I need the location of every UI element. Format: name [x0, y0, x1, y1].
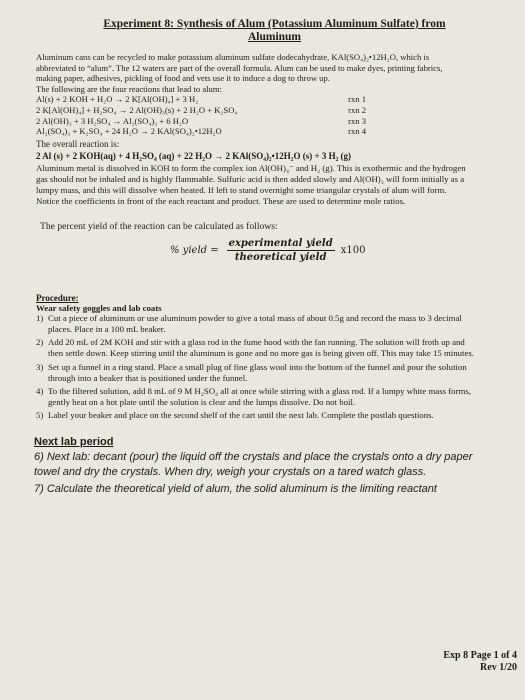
footer-revision: Rev 1/20	[480, 662, 517, 673]
overall-reaction-equation: 2 Al (s) + 2 KOH(aq) + 4 H₂SO₄ (aq) + 22 H₂O → 2 KAl(SO₄)₂•12H₂O (s) + 3 H₂ (g)	[36, 150, 352, 161]
step-number: 5)	[36, 410, 44, 421]
percent-yield-formula	[170, 238, 507, 263]
reaction-equation: 2 K[Al(OH)₄] + H₂SO₄ → 2 Al(OH)₃(s) + 2 H₂O + K₂SO₄	[36, 104, 238, 115]
reactions-intro: The following are the four reactions that lead to alum:	[36, 83, 222, 94]
step-number: 4)	[36, 385, 44, 396]
reaction-3	[36, 116, 366, 127]
formula-fraction	[227, 238, 335, 263]
intro-paragraph: Aluminum cans can be recycled to make potassium aluminum sulfate dodecahydrate, KAl(SO₄)₂•12H₂O, which is abbreviated to “alum”. The 12 waters are part of the overall formula. Alum can be used to make dyes, printing fabrics, making paper, adhesives, pickling of food and vets use it to induce a dog to throw up.	[36, 52, 443, 84]
percent-yield-intro: The percent yield of the reaction can be calculated as follows:	[40, 220, 278, 232]
page-footer	[443, 650, 517, 674]
step-text: Add 20 mL of 2M KOH and stir with a glass rod in the fume hood with the fan running. The solution will froth up and then settle down. Keep stirring until the aluminum is gone and no more gas is being given off. This may take 15 minutes.	[48, 337, 475, 359]
reaction-equation: Al₂(SO₄)₃ + K₂SO₄ + 24 H₂O → 2 KAl(SO₄)₂•12H₂O	[36, 126, 222, 137]
reaction-label: rxn 2	[348, 104, 366, 115]
reaction-4	[36, 126, 366, 137]
title-line-1: Experiment 8: Synthesis of Alum (Potassium Aluminum Sulfate) from	[103, 18, 446, 30]
procedure-step	[36, 386, 482, 408]
procedure-steps	[36, 313, 482, 422]
formula-denominator: theoretical yield	[234, 251, 327, 263]
step-text: To the filtered solution, add 8 mL of 9 M H₂SO₄ all at once while stirring with a glass rod. If a lumpy white mass forms, gently heat on a hot plate until the solution is clear and the lumps dissolve. Do not boil.	[48, 385, 471, 408]
footer-page-number: Exp 8 Page 1 of 4	[443, 650, 517, 661]
reaction-equation: 2 Al(OH)₃ + 3 H₂SO₄ → Al₂(SO₄)₃ + 6 H₂O	[36, 115, 189, 126]
step-number: 2)	[36, 337, 44, 348]
procedure-step	[36, 410, 482, 421]
step-text: Cut a piece of aluminum or use aluminum powder to give a total mass of about 0.5g and record the mass to 3 decimal places. Place in a 100 mL beaker.	[48, 312, 462, 334]
reaction-equation: Al(s) + 2 KOH + H₂O → 2 K[Al(OH)₄] + 3 H₂	[36, 94, 199, 105]
title-line-2: Aluminum	[247, 31, 302, 43]
step-text: Set up a funnel in a ring stand. Place a small plug of fine glass wool into the bottom of the funnel and pour the solution through into a beaker that is positioned under the funnel.	[48, 361, 467, 383]
procedure-heading: Procedure:	[36, 292, 79, 303]
reaction-1	[36, 94, 366, 105]
procedure-step	[36, 313, 482, 335]
next-lab-item: 7) Calculate the theoretical yield of alum, the solid aluminum is the limiting reactant	[34, 482, 437, 495]
reaction-2	[36, 105, 366, 116]
next-lab-item: 6) Next lab: decant (pour) the liquid off the crystals and place the crystals onto a dry paper towel and dry the crystals. When dry, weigh your crystals on a tared watch glass.	[34, 450, 473, 478]
overall-reaction-description: Aluminum metal is dissolved in KOH to form the complex ion Al(OH)₄⁻ and H₂ (g). This is exothermic and the hydrogen gas should not be inhaled and is highly flammable. Sulfuric acid is then added slowly and Al(OH)₃ will form initially as a lumpy mass, and this will dissolve when heated. If left to stand overnight some triangular crystals of alum will form. Notice the coefficients in front of the each reactant and product. These are used to determine mole ratios.	[36, 162, 466, 206]
procedure-step	[36, 362, 482, 384]
overall-reaction-heading: The overall reaction is:	[36, 138, 120, 149]
page-title	[62, 18, 487, 44]
formula-numerator: experimental yield	[228, 237, 333, 249]
procedure-step	[36, 337, 482, 359]
reaction-label: rxn 1	[348, 94, 366, 105]
reaction-label: rxn 3	[348, 115, 366, 126]
step-number: 3)	[36, 361, 44, 372]
formula-multiplier: x100	[340, 244, 366, 256]
formula-lhs: % yield =	[170, 244, 219, 256]
safety-note: Wear safety goggles and lab coats	[36, 302, 162, 313]
step-number: 1)	[36, 312, 44, 323]
next-lab-heading: Next lab period	[34, 435, 114, 448]
reaction-label: rxn 4	[348, 126, 366, 137]
step-text: Label your beaker and place on the second shelf of the cart until the next lab. Complete the postlab questions.	[48, 410, 434, 421]
